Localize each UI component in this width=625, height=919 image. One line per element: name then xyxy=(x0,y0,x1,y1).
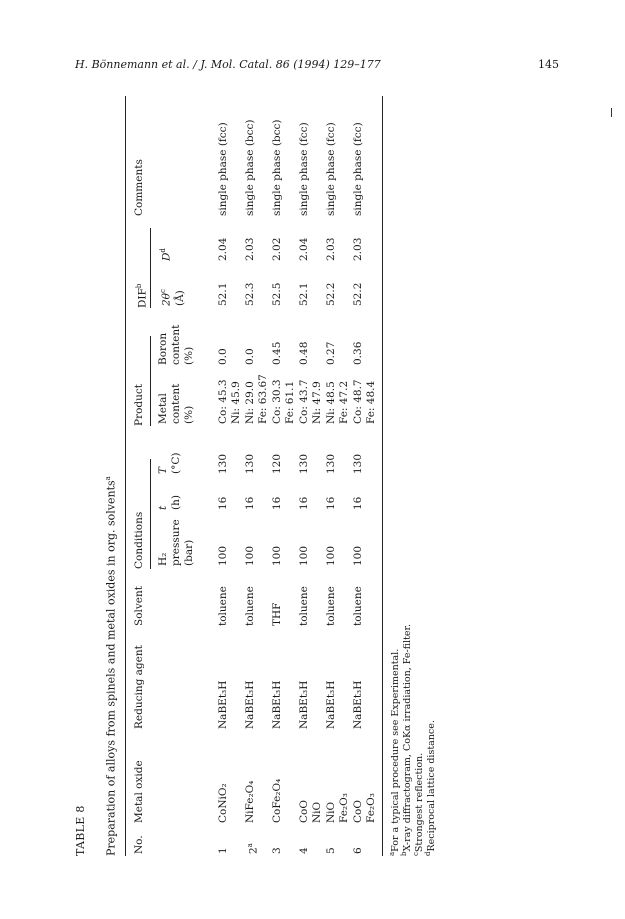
cell-T: 120 xyxy=(271,453,283,474)
cell-no: 5 xyxy=(325,847,337,854)
subheader-time: t (h) xyxy=(157,495,182,510)
cell-boron: 0.0 xyxy=(217,348,229,365)
running-header-citation: H. Bönnemann et al. / J. Mol. Catal. 86 (1994) 129–177 xyxy=(75,58,381,71)
rotated-table xyxy=(70,106,438,856)
cell-theta: 52.5 xyxy=(271,282,283,306)
product-rule xyxy=(150,336,151,426)
subheader-d: $D^d$ xyxy=(159,248,173,261)
cell-D: 2.03 xyxy=(325,237,337,261)
cell-T: 130 xyxy=(325,453,337,474)
cell-metal: Co: 30.3 Fe: 61.1 xyxy=(271,379,296,424)
footnote-c: $^c$Strongest reflection. xyxy=(412,752,426,856)
cell-theta: 52.2 xyxy=(325,282,337,306)
dif-rule xyxy=(150,228,151,308)
cell-no: 1 xyxy=(217,847,229,854)
cell-oxide: CoFe₂O₄ xyxy=(271,778,283,823)
cell-solvent: toluene xyxy=(217,586,229,626)
cell-T: 130 xyxy=(244,453,256,474)
cell-T: 130 xyxy=(352,453,364,474)
header-reducing-agent: Reducing agent xyxy=(133,645,145,729)
cell-theta: 52.1 xyxy=(217,282,229,306)
cell-D: 2.03 xyxy=(244,237,256,261)
cell-pressure: 100 xyxy=(244,545,256,566)
cell-theta: 52.1 xyxy=(298,282,310,306)
cell-metal: Co: 45.3 Ni: 45.9 xyxy=(217,379,242,424)
cell-boron: 0.36 xyxy=(352,341,364,365)
cell-metal: Ni: 48.5 Fe: 47.2 xyxy=(325,380,350,424)
cell-pressure: 100 xyxy=(352,545,364,566)
cell-comment: single phase (fcc) xyxy=(298,122,310,216)
cell-solvent: toluene xyxy=(298,586,310,626)
cell-solvent: toluene xyxy=(244,586,256,626)
cell-T: 130 xyxy=(298,453,310,474)
subheader-h2-pressure: H₂ pressure (bar) xyxy=(157,519,195,566)
cell-comment: single phase (fcc) xyxy=(325,122,337,216)
cell-D: 2.04 xyxy=(217,237,229,261)
subheader-two-theta: $2\theta^c$ (Å) xyxy=(159,289,186,306)
header-solvent: Solvent xyxy=(133,585,145,626)
cell-boron: 0.0 xyxy=(244,348,256,365)
cell-t: 16 xyxy=(244,496,256,510)
cell-pressure: 100 xyxy=(217,545,229,566)
subheader-metal-content: Metal content (%) xyxy=(157,383,195,424)
cell-comment: single phase (bcc) xyxy=(271,119,283,216)
cell-pressure: 100 xyxy=(325,545,337,566)
cell-no: 3 xyxy=(271,847,283,854)
cell-no: 4 xyxy=(298,847,310,854)
cell-oxide: NiO Fe₂O₃ xyxy=(325,793,350,823)
cell-no: 2$^a$ xyxy=(246,843,260,854)
cell-t: 16 xyxy=(217,496,229,510)
cell-metal: Co: 43.7 Ni: 47.9 xyxy=(298,379,323,424)
header-no: No. xyxy=(133,835,145,854)
cell-agent: NaBEt₃H xyxy=(298,680,310,729)
header-metal-oxide: Metal oxide xyxy=(133,760,145,823)
table-bottom-rule xyxy=(382,96,383,856)
table-top-rule xyxy=(125,96,126,856)
cell-agent: NaBEt₃H xyxy=(352,680,364,729)
cell-solvent: THF xyxy=(271,602,283,626)
cell-agent: NaBEt₃H xyxy=(271,680,283,729)
cell-solvent: toluene xyxy=(325,586,337,626)
cell-pressure: 100 xyxy=(298,545,310,566)
cell-t: 16 xyxy=(298,496,310,510)
subheader-temperature: T (°C) xyxy=(157,452,182,474)
cell-D: 2.03 xyxy=(352,237,364,261)
cell-oxide: CoO Fe₂O₃ xyxy=(352,793,377,823)
conditions-rule xyxy=(150,459,151,569)
cell-boron: 0.48 xyxy=(298,341,310,365)
footnote-b: $^b$X-ray diffractogram, CoKα irradiation, Fe-filter. xyxy=(400,623,414,856)
page-number: 145 xyxy=(538,58,559,71)
table-label: TABLE 8 xyxy=(74,805,87,856)
cell-comment: single phase (fcc) xyxy=(352,122,364,216)
cell-T: 130 xyxy=(217,453,229,474)
cell-D: 2.04 xyxy=(298,237,310,261)
header-product: Product xyxy=(133,384,145,426)
cell-comment: single phase (fcc) xyxy=(217,122,229,216)
cell-t: 16 xyxy=(271,496,283,510)
header-comments: Comments xyxy=(133,159,145,216)
cell-oxide: CoO NiO xyxy=(298,800,323,823)
cell-theta: 52.2 xyxy=(352,282,364,306)
cell-boron: 0.27 xyxy=(325,341,337,365)
cell-theta: 52.3 xyxy=(244,282,256,306)
footnote-d: $^d$Reciprocal lattice distance. xyxy=(424,720,438,856)
edge-mark xyxy=(611,108,612,117)
cell-t: 16 xyxy=(325,496,337,510)
footnote-a: $^a$For a typical procedure see Experimental. xyxy=(388,648,402,856)
cell-pressure: 100 xyxy=(271,545,283,566)
cell-boron: 0.45 xyxy=(271,341,283,365)
header-conditions: Conditions xyxy=(133,511,145,569)
cell-agent: NaBEt₃H xyxy=(325,680,337,729)
cell-oxide: CoNiO₂ xyxy=(217,783,229,823)
cell-solvent: toluene xyxy=(352,586,364,626)
cell-D: 2.02 xyxy=(271,237,283,261)
cell-t: 16 xyxy=(352,496,364,510)
cell-agent: NaBEt₃H xyxy=(244,680,256,729)
table-caption: Preparation of alloys from spinels and metal oxides in org. solvents$^a$ xyxy=(104,476,118,856)
subheader-boron-content: Boron content (%) xyxy=(157,324,195,365)
header-dif: DIF$^b$ xyxy=(135,283,149,308)
cell-metal: Ni: 29.0 Fe: 63.67 xyxy=(244,374,269,424)
cell-no: 6 xyxy=(352,847,364,854)
cell-oxide: NiFe₂O₄ xyxy=(244,780,256,823)
cell-agent: NaBEt₃H xyxy=(217,680,229,729)
cell-comment: single phase (bcc) xyxy=(244,119,256,216)
cell-metal: Co: 48.7 Fe: 48.4 xyxy=(352,379,377,424)
